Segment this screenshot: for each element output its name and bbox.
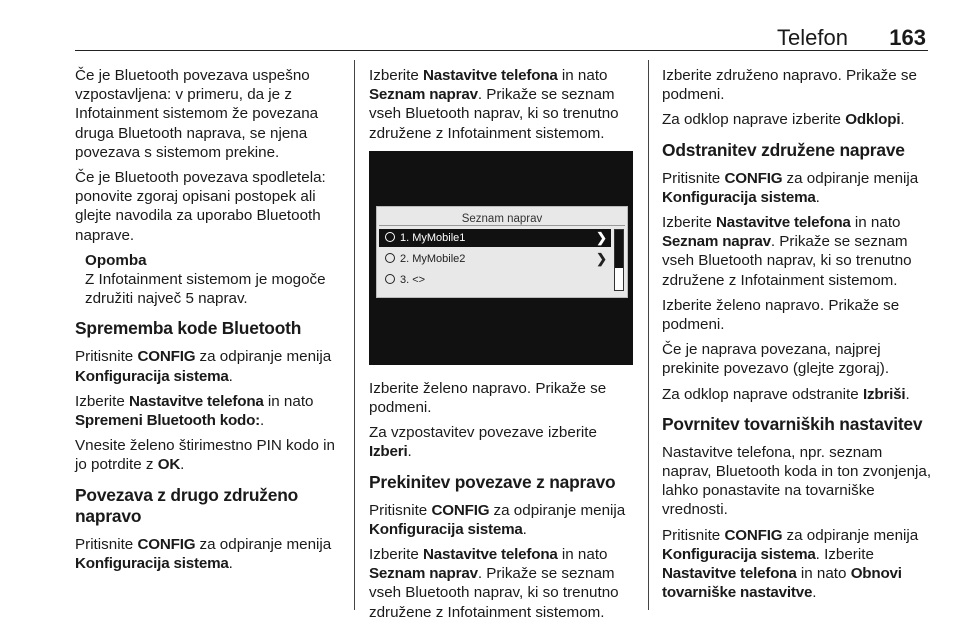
paragraph: Pritisnite CONFIG za odpiranje menija Konfiguracija sistema. Izberite Nastavitve telefona in nato Obnovi tovarniške nastavitve. [662,526,919,602]
page-header [75,22,928,50]
note-text: Z Infotainment sistemom je mogoče združiti največ 5 naprav. [85,271,326,308]
page-number: 163 [889,25,926,50]
column-3 [662,66,934,608]
paragraph: Če je naprava povezana, najprej prekinite povezavo (glejte zgoraj). [662,341,890,378]
chevron-right-icon: ❯ [596,229,607,245]
radio-icon [385,253,395,263]
paragraph: Nastavitve telefona, npr. seznam naprav, Bluetooth koda in ton zvonjenja, lahko ponastavite na tovarniške vrednosti. [662,443,932,519]
screen-divider [379,225,625,226]
chevron-right-icon: ❯ [596,250,607,266]
paragraph: Izberite Nastavitve telefona in nato Seznam naprav. Prikaže se seznam vseh Bluetooth naprav, ki so trenutno združene z Infotainment sistemom. [662,214,912,289]
section-heading: Odstranitev združene naprave [662,139,905,160]
radio-selected-icon [385,232,395,242]
paragraph: Pritisnite CONFIG za odpiranje menija Konfiguracija sistema. [75,535,332,572]
paragraph: Izberite Nastavitve telefona in nato Spremeni Bluetooth kodo:. [75,392,314,430]
paragraph: Za odklop naprave izberite Odklopi. [662,111,905,129]
radio-icon [385,274,395,284]
device-list-item: 2. MyMobile2 ❯ [379,250,611,268]
section-heading: Prekinitev povezave z napravo [369,471,616,492]
note-box [85,251,343,309]
paragraph: Za vzpostavitev povezave izberite Izberi. [369,424,597,461]
paragraph: Izberite želeno napravo. Prikaže se podmeni. [662,296,900,334]
column-divider-2 [648,60,649,610]
paragraph: Pritisnite CONFIG za odpiranje menija Konfiguracija sistema. [662,169,919,206]
paragraph: Če je Bluetooth povezava uspešno vzpostavljena: v primeru, da je z Infotainment sistemom že povezana druga Bluetooth naprava, se njena povezava s sistemom prekine. [75,67,319,161]
section-heading: Povrnitev tovarniških nastavitev [662,413,923,434]
paragraph: Izberite združeno napravo. Prikaže se podmeni. [662,67,917,104]
section-heading: Sprememba kode Bluetooth [75,318,302,339]
column-divider-1 [354,60,355,610]
paragraph: Pritisnite CONFIG za odpiranje menija Konfiguracija sistema. [75,348,332,385]
paragraph: Izberite Nastavitve telefona in nato Seznam naprav. Prikaže se seznam vseh Bluetooth naprav, ki so trenutno združene z Infotainment sistemom. [369,546,619,621]
scrollbar-thumb [615,230,623,268]
section-heading: Povezava z drugo združeno napravo [75,484,299,526]
column-1 [75,66,343,579]
paragraph: Vnesite želeno štirimestno PIN kodo in jo potrdite z OK. [75,437,336,474]
paragraph: Izberite želeno napravo. Prikaže se podmeni. [369,379,607,417]
device-list-screenshot [369,151,633,365]
paragraph: Za odklop naprave odstranite Izbriši. [662,385,910,403]
note-heading: Opomba [85,251,147,269]
scrollbar [614,229,624,291]
paragraph: Če je Bluetooth povezava spodletela: ponovite zgoraj opisani postopek ali glejte navodila za uporabo Bluetooth naprave. [75,169,326,244]
infotainment-screen [376,206,628,298]
paragraph: Izberite Nastavitve telefona in nato Seznam naprav. Prikaže se seznam vseh Bluetooth naprav, ki so trenutno združene z Infotainment sistemom. [369,67,619,142]
column-2 [369,66,635,628]
device-list-item: 1. MyMobile1 ❯ [379,229,611,247]
screen-title: Seznam naprav [461,212,543,225]
device-list-item: 3. <> [379,271,611,289]
header-rule [75,50,928,51]
paragraph: Pritisnite CONFIG za odpiranje menija Konfiguracija sistema. [369,501,626,538]
page-title: Telefon [777,25,848,50]
